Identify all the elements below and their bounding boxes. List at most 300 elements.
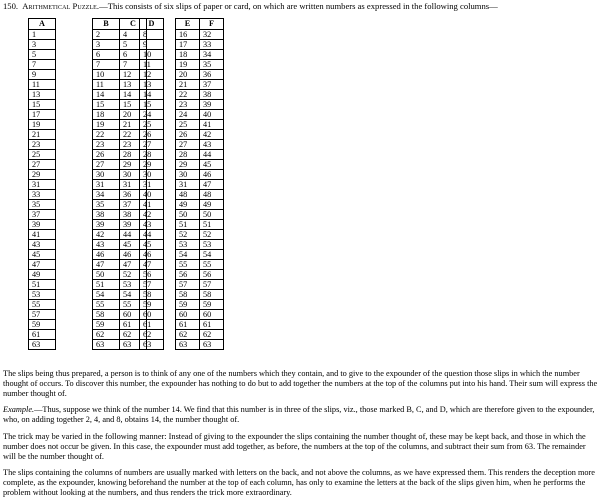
slip-cell: 37 [29, 210, 56, 220]
slip-cell: 12 [120, 70, 147, 80]
slip-cell: 41 [200, 120, 224, 130]
slip-cell: 59 [200, 300, 224, 310]
slip-cell: 59 [29, 320, 56, 330]
slip-cell: 54 [93, 290, 120, 300]
slip-cell: 47 [120, 260, 147, 270]
slip-cell: 31 [29, 180, 56, 190]
table-row [140, 70, 164, 80]
slip-cell: 62 [176, 330, 200, 340]
table-row [140, 230, 164, 240]
table-row [29, 160, 56, 170]
table-row [176, 230, 224, 240]
slip-cell: 31 [120, 180, 147, 190]
slip-cell: 43 [29, 240, 56, 250]
table-row [176, 130, 224, 140]
slip-cell: 44 [200, 150, 224, 160]
slip-cell: 62 [93, 330, 120, 340]
table-row [29, 80, 56, 90]
table-row [29, 50, 56, 60]
slip-cell: 23 [93, 140, 120, 150]
slip-cell: 24 [176, 110, 200, 120]
slip-cell: 53 [29, 290, 56, 300]
slip-cell: 35 [93, 200, 120, 210]
slip-cell: 58 [200, 290, 224, 300]
slip-cell: 38 [200, 90, 224, 100]
table-row [176, 60, 224, 70]
slip-cell: 60 [120, 310, 147, 320]
slip-cell: 19 [29, 120, 56, 130]
table-row [176, 50, 224, 60]
table-row [140, 300, 164, 310]
slip-cell: 51 [176, 220, 200, 230]
table-row [176, 200, 224, 210]
slip-cell: 6 [93, 50, 120, 60]
table-row [140, 310, 164, 320]
table-row [176, 70, 224, 80]
slip-cell: 28 [176, 150, 200, 160]
puzzle-number: 150. [3, 1, 19, 11]
table-row [176, 110, 224, 120]
slip-cell: 27 [140, 140, 164, 150]
paragraph-example [3, 405, 598, 425]
slip-cell: 40 [140, 190, 164, 200]
table-row [29, 300, 56, 310]
table-row [140, 220, 164, 230]
slip-cell: 39 [120, 220, 147, 230]
slip-cell: 58 [140, 290, 164, 300]
slip-cell: 23 [176, 100, 200, 110]
slip-cell: 49 [29, 270, 56, 280]
table-row [176, 270, 224, 280]
slip-cell: 45 [140, 240, 164, 250]
slip-cell: 61 [140, 320, 164, 330]
slip-cell: 7 [29, 60, 56, 70]
table-row [176, 330, 224, 340]
table-row [140, 40, 164, 50]
slip-cell: 47 [29, 260, 56, 270]
slip-cell: 12 [140, 70, 164, 80]
table-row [176, 120, 224, 130]
table-row [29, 240, 56, 250]
table-row [140, 170, 164, 180]
slip-cell: 18 [176, 50, 200, 60]
slip-cell: 11 [93, 80, 120, 90]
slip-cell: 46 [120, 250, 147, 260]
slip-cell: 45 [120, 240, 147, 250]
slip-cell: 29 [176, 160, 200, 170]
slip-cell: 63 [120, 340, 147, 350]
table-row [29, 30, 56, 40]
slip-cell: 49 [176, 200, 200, 210]
table-row [29, 200, 56, 210]
table-row [176, 220, 224, 230]
table-row [176, 100, 224, 110]
table-row [29, 340, 56, 350]
slip-cell: 58 [93, 310, 120, 320]
slip-cell: 28 [140, 150, 164, 160]
slip-cell: 33 [29, 190, 56, 200]
slip-header-f: F [200, 19, 224, 30]
table-row [140, 110, 164, 120]
slip-cell: 25 [140, 120, 164, 130]
slip-cell: 60 [200, 310, 224, 320]
slip-cell: 59 [176, 300, 200, 310]
table-row [29, 130, 56, 140]
table-row [140, 150, 164, 160]
slip-cell: 42 [200, 130, 224, 140]
table-row [140, 340, 164, 350]
slip-cell: 63 [200, 340, 224, 350]
slip-cell: 29 [120, 160, 147, 170]
slip-cell: 1 [29, 30, 56, 40]
example-text: —Thus, suppose we think of the number 14. We find that this number is in three of the slips, viz., those marked B, C, and D, which are therefore given to the expounder, who, on adding together 2, 4, and 8, obtains 14, the number thought of. [3, 405, 595, 424]
slip-cell: 50 [200, 210, 224, 220]
slip-cell: 2 [93, 30, 120, 40]
slip-cell: 55 [176, 260, 200, 270]
slip-cell: 59 [140, 300, 164, 310]
slip-cell: 52 [120, 270, 147, 280]
table-row [176, 320, 224, 330]
slip-cell: 45 [29, 250, 56, 260]
table-row [140, 160, 164, 170]
slip-cell: 60 [176, 310, 200, 320]
table-row [29, 310, 56, 320]
slip-cell: 24 [140, 110, 164, 120]
slip-cell: 54 [200, 250, 224, 260]
slip-cell: 20 [176, 70, 200, 80]
slip-cell: 42 [140, 210, 164, 220]
slip-cell: 40 [200, 110, 224, 120]
slip-cell: 25 [176, 120, 200, 130]
table-row [29, 60, 56, 70]
slip-cell: 46 [93, 250, 120, 260]
table-row [29, 320, 56, 330]
slip-cell: 51 [93, 280, 120, 290]
slip-cell: 49 [200, 200, 224, 210]
slip-cell: 29 [140, 160, 164, 170]
slip-cell: 48 [176, 190, 200, 200]
slip-cell: 61 [200, 320, 224, 330]
table-row [176, 340, 224, 350]
slip-cell: 56 [140, 270, 164, 280]
slip-cell: 14 [93, 90, 120, 100]
puzzle-title: Arithmetical Puzzle. [22, 1, 100, 11]
table-row [140, 180, 164, 190]
slip-cell: 38 [93, 210, 120, 220]
table-row [140, 240, 164, 250]
table-row [140, 130, 164, 140]
slip-cell: 22 [93, 130, 120, 140]
slip-cell: 8 [140, 30, 164, 40]
slip-cell: 9 [29, 70, 56, 80]
slip-header-c: C [120, 19, 147, 30]
slip-cell: 27 [176, 140, 200, 150]
slip-cell: 43 [200, 140, 224, 150]
slip-cell: 26 [140, 130, 164, 140]
slip-cell: 57 [176, 280, 200, 290]
slip-cell: 19 [176, 60, 200, 70]
slip-cell: 22 [176, 90, 200, 100]
table-row [176, 160, 224, 170]
paragraph-letters: The slips containing the columns of numbers are usually marked with letters on the back, and not above the columns, as we have expressed them. This renders the deception more complete, as the expounder, knowing beforehand the number at the top of each column, has only to examine the letters at the back of the slips given him, when he performs the problem without looking at the numbers, and thus renders the trick more extraordinary. [3, 468, 595, 497]
slips-table-group-1 [28, 18, 56, 350]
slip-cell: 44 [120, 230, 147, 240]
table-row [176, 180, 224, 190]
slip-cell: 32 [200, 30, 224, 40]
slip-cell: 14 [120, 90, 147, 100]
table-row [29, 180, 56, 190]
table-row [140, 50, 164, 60]
slip-cell: 63 [93, 340, 120, 350]
slip-cell: 60 [140, 310, 164, 320]
slip-cell: 55 [29, 300, 56, 310]
slip-cell: 35 [29, 200, 56, 210]
slip-cell: 5 [120, 40, 147, 50]
slip-cell: 53 [200, 240, 224, 250]
table-row [29, 210, 56, 220]
table-row [29, 280, 56, 290]
slip-cell: 17 [29, 110, 56, 120]
paragraph-slips-prepared: The slips being thus prepared, a person is to think of any one of the numbers which they contain, and to give to the expounder of the question those slips in which the number thought of occurs. To discover this number, the expounder has nothing to do but to add together the numbers at the top of the columns put into his hand. Their sum will express the number thought of. [3, 369, 598, 398]
slip-header-e: E [176, 19, 200, 30]
slip-cell: 34 [93, 190, 120, 200]
table-row [29, 120, 56, 130]
slip-cell: 30 [176, 170, 200, 180]
slip-cell: 7 [120, 60, 147, 70]
table-row [176, 80, 224, 90]
slip-cell: 56 [200, 270, 224, 280]
slip-cell: 13 [140, 80, 164, 90]
slip-cell: 28 [120, 150, 147, 160]
table-row [176, 170, 224, 180]
slip-cell: 36 [120, 190, 147, 200]
slip-cell: 13 [29, 90, 56, 100]
table-row [29, 230, 56, 240]
table-row [29, 70, 56, 80]
table-row [140, 80, 164, 90]
slip-cell: 33 [200, 40, 224, 50]
table-row [29, 250, 56, 260]
slip-cell: 14 [140, 90, 164, 100]
slip-cell: 15 [93, 100, 120, 110]
table-row [29, 100, 56, 110]
table-row [176, 140, 224, 150]
slip-cell: 63 [29, 340, 56, 350]
slip-cell: 36 [200, 70, 224, 80]
slip-cell: 15 [120, 100, 147, 110]
slip-cell: 23 [120, 140, 147, 150]
table-row [176, 210, 224, 220]
slip-cell: 43 [140, 220, 164, 230]
table-row [140, 280, 164, 290]
table-row [176, 190, 224, 200]
slip-cell: 21 [120, 120, 147, 130]
slip-header-a: A [29, 19, 56, 30]
table-row [29, 290, 56, 300]
table-row [29, 90, 56, 100]
table-row [140, 90, 164, 100]
slip-cell: 54 [176, 250, 200, 260]
slip-cell: 47 [200, 180, 224, 190]
slip-cell: 10 [93, 70, 120, 80]
table-row [29, 190, 56, 200]
slip-cell: 7 [93, 60, 120, 70]
slip-cell: 57 [29, 310, 56, 320]
slip-cell: 31 [140, 180, 164, 190]
table-row [140, 30, 164, 40]
slip-cell: 29 [29, 170, 56, 180]
table-row [140, 260, 164, 270]
table-row [176, 40, 224, 50]
table-row [176, 310, 224, 320]
slip-cell: 25 [29, 150, 56, 160]
slip-cell: 56 [176, 270, 200, 280]
slip-cell: 52 [176, 230, 200, 240]
table-row [29, 270, 56, 280]
slips-table-group-4 [175, 18, 224, 350]
table-row [140, 290, 164, 300]
slip-header-b: B [93, 19, 120, 30]
slip-cell: 3 [29, 40, 56, 50]
slip-cell: 41 [29, 230, 56, 240]
slip-cell: 31 [93, 180, 120, 190]
table-row [140, 120, 164, 130]
table-row [176, 300, 224, 310]
slip-cell: 13 [120, 80, 147, 90]
slip-cell: 55 [120, 300, 147, 310]
paragraph-variation: The trick may be varied in the following manner: Instead of giving to the expounder the slips containing the number thought of, these may be kept back, and those in which the number does not occur be given. In this case, the expounder must add together, as before, the numbers at the top of the columns, and subtract their sum from 63. The remainder will be the number thought of. [3, 432, 586, 461]
example-label: Example. [3, 405, 35, 414]
slip-cell: 39 [29, 220, 56, 230]
table-row [140, 320, 164, 330]
slip-cell: 34 [200, 50, 224, 60]
slip-cell: 62 [120, 330, 147, 340]
slip-cell: 42 [93, 230, 120, 240]
table-row [140, 60, 164, 70]
table-row [29, 40, 56, 50]
slip-cell: 26 [176, 130, 200, 140]
slip-cell: 50 [176, 210, 200, 220]
slip-cell: 16 [176, 30, 200, 40]
table-row [176, 90, 224, 100]
slip-cell: 6 [120, 50, 147, 60]
slip-cell: 27 [29, 160, 56, 170]
slip-cell: 63 [176, 340, 200, 350]
slip-cell: 59 [93, 320, 120, 330]
slip-cell: 62 [200, 330, 224, 340]
slip-cell: 30 [93, 170, 120, 180]
table-row [29, 260, 56, 270]
slip-cell: 27 [93, 160, 120, 170]
slip-cell: 15 [29, 100, 56, 110]
slip-cell: 21 [29, 130, 56, 140]
slips-table-group-3 [139, 18, 164, 350]
slip-cell: 52 [200, 230, 224, 240]
slip-cell: 23 [29, 140, 56, 150]
puzzle-intro: —This consists of six slips of paper or card, on which are written numbers as expressed in the following columns— [99, 1, 498, 11]
slip-cell: 9 [140, 40, 164, 50]
slip-cell: 37 [120, 200, 147, 210]
table-row [176, 250, 224, 260]
table-row [140, 270, 164, 280]
table-row [29, 150, 56, 160]
slip-cell: 31 [176, 180, 200, 190]
slip-cell: 19 [93, 120, 120, 130]
slip-cell: 10 [140, 50, 164, 60]
slip-cell: 47 [93, 260, 120, 270]
slip-cell: 38 [120, 210, 147, 220]
slip-cell: 50 [93, 270, 120, 280]
table-row [176, 150, 224, 160]
table-row [140, 200, 164, 210]
slip-header-d: D [140, 19, 164, 30]
slip-cell: 58 [176, 290, 200, 300]
slip-cell: 3 [93, 40, 120, 50]
table-row [176, 280, 224, 290]
table-row [140, 330, 164, 340]
slip-cell: 57 [200, 280, 224, 290]
slip-cell: 51 [200, 220, 224, 230]
slip-cell: 46 [140, 250, 164, 260]
slip-cell: 48 [200, 190, 224, 200]
slip-cell: 53 [176, 240, 200, 250]
slip-cell: 4 [120, 30, 147, 40]
slip-cell: 44 [140, 230, 164, 240]
table-row [29, 330, 56, 340]
slip-cell: 61 [120, 320, 147, 330]
slip-cell: 35 [200, 60, 224, 70]
slip-cell: 55 [93, 300, 120, 310]
puzzle-heading [3, 1, 599, 12]
slip-cell: 37 [200, 80, 224, 90]
slip-cell: 18 [93, 110, 120, 120]
slip-cell: 11 [29, 80, 56, 90]
table-row [29, 170, 56, 180]
slip-cell: 55 [200, 260, 224, 270]
slip-cell: 41 [140, 200, 164, 210]
table-row [140, 210, 164, 220]
table-row [140, 140, 164, 150]
slip-cell: 45 [200, 160, 224, 170]
slip-cell: 26 [93, 150, 120, 160]
slip-cell: 63 [140, 340, 164, 350]
slip-cell: 43 [93, 240, 120, 250]
slip-cell: 57 [140, 280, 164, 290]
slip-cell: 21 [176, 80, 200, 90]
table-row [140, 250, 164, 260]
slip-cell: 51 [29, 280, 56, 290]
slip-cell: 61 [176, 320, 200, 330]
slip-cell: 46 [200, 170, 224, 180]
table-row [29, 220, 56, 230]
slip-cell: 54 [120, 290, 147, 300]
slip-cell: 47 [140, 260, 164, 270]
slip-cell: 20 [120, 110, 147, 120]
slip-cell: 39 [93, 220, 120, 230]
slip-cell: 61 [29, 330, 56, 340]
slip-cell: 5 [29, 50, 56, 60]
slip-cell: 17 [176, 40, 200, 50]
slip-cell: 15 [140, 100, 164, 110]
slip-cell: 39 [200, 100, 224, 110]
table-row [176, 240, 224, 250]
table-row [29, 140, 56, 150]
table-row [176, 260, 224, 270]
slip-cell: 62 [140, 330, 164, 340]
slip-cell: 30 [120, 170, 147, 180]
slip-cell: 11 [140, 60, 164, 70]
table-row [176, 30, 224, 40]
